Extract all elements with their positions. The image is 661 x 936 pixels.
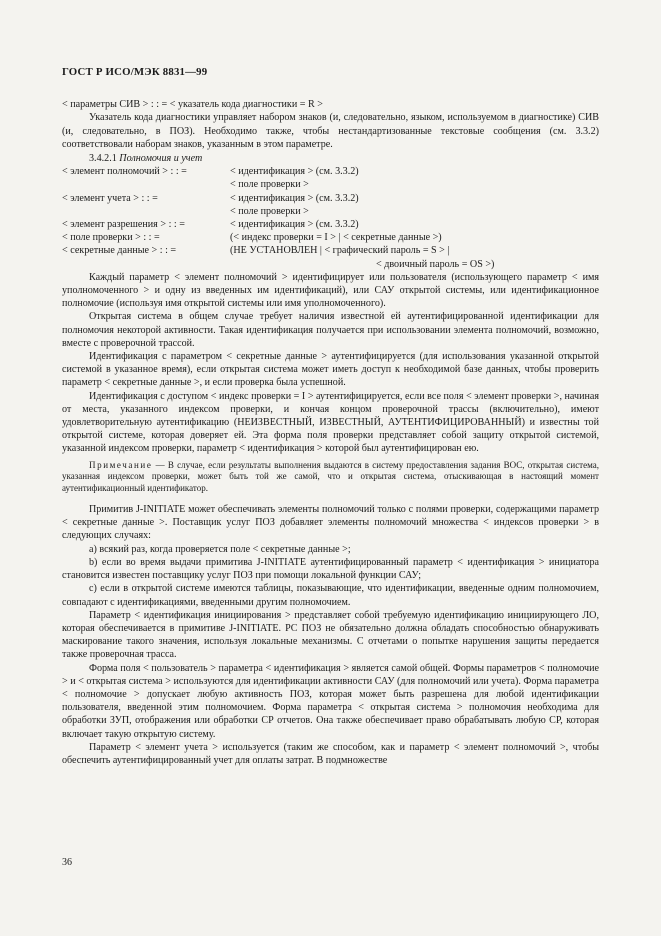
paragraph: Идентификация с доступом < индекс проверки = I > аутентифицируется, если все поля < элемент проверки >, начиная от места, указанного индексом проверки, и кончая концом проверочной трассы (включительно), имеют удовлетворительную аутентификацию (НЕИЗВЕСТНЫЙ, ИЗВЕСТНЫЙ, АУТЕНТИФИЦИРОВАННЫЙ) и известны той открытой системе, которая доверяет ей. Эта форма поля проверки представляет собой защиту открытой системой, указанной индексом проверки, параметр < идентификация > которой был аутентифицирован ею. [62, 390, 599, 455]
note [62, 460, 599, 495]
grammar-rhs: < поле проверки > [230, 179, 309, 191]
section-heading [62, 152, 599, 165]
grammar-rhs: < идентификация > (см. 3.3.2) [230, 192, 359, 204]
list-item: а) всякий раз, когда проверяется поле < секретные данные >; [89, 543, 351, 555]
grammar-rhs: (< индекс проверки = I > | < секретные данные >) [230, 232, 442, 244]
page-number: 36 [62, 857, 72, 868]
note-text: — В случае, если результаты выполнения выдаются в систему предоставления задания ВОС, открытая система, указанная индексом проверки, может быть той же самой, что и открытая система, отыскивающая в настоящий момент аутентификационный идентификатор. [62, 459, 599, 494]
section-number: 3.4.2.1 [89, 153, 117, 165]
list-item: с) если в открытой системе имеются таблицы, показывающие, что идентификации, введенные одним полномочием, совпадают с идентификациями, введенными другим полномочием. [62, 583, 599, 608]
list-item: b) если во время выдачи примитива J-INITIATE аутентифицированный параметр < идентификация > инициатора становится известен поставщику услуг ПОЗ при помощи локальной функции САУ; [62, 556, 599, 582]
paragraph: Идентификация с параметром < секретные данные > аутентифицируется (для использования указанной открытой системой в указанное время), если открытая система может иметь доступ к необходимой базе данных, чтобы проверить параметр < секретные данные >, и если проверка была успешной. [62, 351, 599, 389]
grammar-rhs: < поле проверки > [230, 205, 309, 217]
section-title: Полномочия и учет [119, 153, 203, 165]
grammar-rhs: < идентификация > (см. 3.3.2) [230, 219, 359, 231]
paragraph: Открытая система в общем случае требует наличия известной ей аутентифицированной идентификации для полномочия некоторой активности. Такая идентификация получается при использовании элемента полномочий, возможно, вместе с проверочной трассой. [62, 311, 599, 349]
grammar-lhs: < поле проверки > : : = [62, 232, 160, 244]
grammar-lhs: < элемент полномочий > : : = [62, 166, 187, 178]
syntax-line: < параметры СИВ > : : = < указатель кода диагностики = R > [62, 99, 323, 111]
paragraph: Каждый параметр < элемент полномочий > идентифицирует или пользователя (использующего параметр < имя уполномоченного > и одну из введенных им идентификаций), или САУ открытой системы, или идентификационное полномочие (используя имя открытой системы или имя уполномоченного). [62, 271, 599, 310]
grammar-lhs: < элемент разрешения > : : = [62, 219, 185, 231]
grammar-block [62, 165, 599, 257]
document-header: ГОСТ Р ИСО/МЭК 8831—99 [62, 66, 208, 78]
grammar-rhs: < идентификация > (см. 3.3.2) [230, 166, 359, 178]
note-label: Примечание [89, 459, 153, 470]
paragraph: Параметр < элемент учета > используется (таким же способом, как и параметр < элемент полномочий >, чтобы обеспечить аутентифицированный учет для оплаты затрат. В подмножестве [62, 741, 599, 766]
paragraph: Форма поля < пользователь > параметра < идентификация > является самой общей. Формы параметров < полномочие > и < открытая система > используются для идентификации активности САУ (для полномочий или учета). Форма параметра < полномочие > допускает любую активность ПОЗ, которая может быть разрешена для любой идентификации пользователя, введенной этим полномочием. Форма параметра < открытая система > полномочия необходима для обработки ЗУП, отображения или обработки СР отчетов. Она также обеспечивает право обрабатывать любую СР, которая включает такую открытую систему. [62, 662, 599, 740]
paragraph: Указатель кода диагностики управляет набором знаков (и, следовательно, языком, используемом в диагностике) СИВ (и, следовательно, в ПОЗ). Необходимо также, чтобы нестандартизованные текстовые сообщения (см. 3.3.2) соответствовали наборам знаков, указанным в этом параметре. [62, 112, 599, 150]
grammar-lhs: < элемент учета > : : = [62, 192, 158, 204]
grammar-lhs [62, 178, 230, 191]
grammar-lhs [62, 205, 230, 218]
paragraph: Параметр < идентификация инициирования > представляет собой требуемую идентификацию инициирующего ЛО, которая обеспечивается в примитиве J-INITIATE. PC ПОЗ не обязательно должна обладать способностью обнаруживать маскирование такого значения, используя локальные механизмы. С отчетами о попытке нарушения защиты передается также проверочная трасса. [62, 609, 599, 661]
grammar-continuation: < двоичный пароль = OS >) [376, 258, 495, 270]
grammar-lhs: < секретные данные > : : = [62, 245, 177, 257]
paragraph: Примитив J-INITIATE может обеспечивать элементы полномочий только с полями проверки, содержащими параметр < секретные данные >. Поставщик услуг ПОЗ добавляет элементы полномочий множества < индексов проверки > в следующих случаях: [62, 504, 599, 542]
grammar-rhs: (НЕ УСТАНОВЛЕН | < графический пароль = S > | [230, 245, 450, 257]
